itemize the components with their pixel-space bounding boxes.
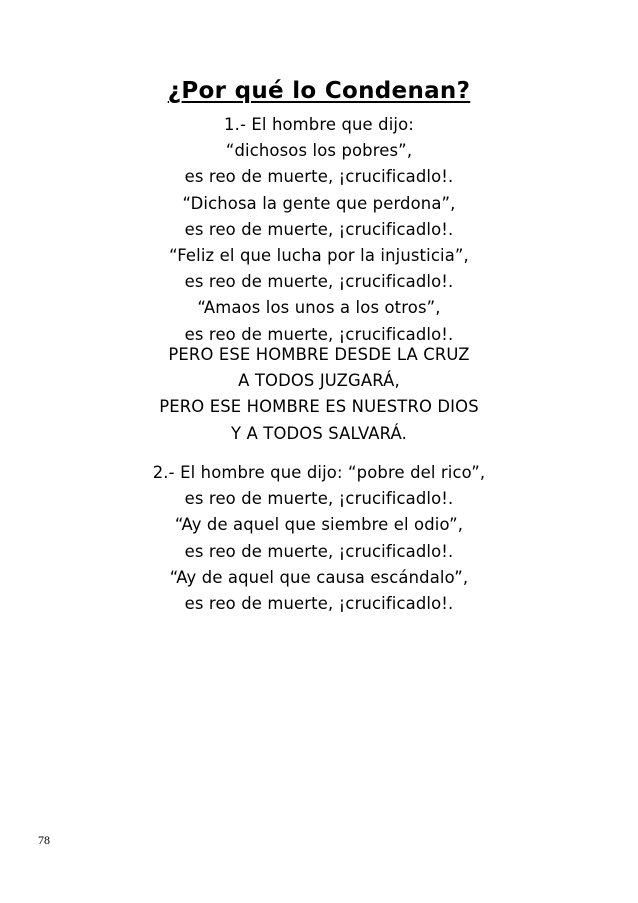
lyric-line: es reo de muerte, ¡crucificadlo!. [184, 272, 454, 292]
lyric-line: Y A TODOS SALVARÁ. [231, 423, 407, 443]
lyric-line: “Dichosa la gente que perdona”, [182, 193, 456, 213]
stanza-verse-1 [0, 112, 638, 348]
lyric-line: 1.- El hombre que dijo: [224, 115, 414, 134]
lyric-line: es reo de muerte, ¡crucificadlo!. [184, 167, 454, 187]
lyric-line: “dichosos los pobres”, [225, 141, 413, 161]
lyric-line: es reo de muerte, ¡crucificadlo!. [184, 219, 454, 239]
lyric-line: “Ay de aquel que causa escándalo”, [169, 567, 469, 587]
song-title: ¿Por qué lo Condenan? [167, 78, 471, 104]
lyric-line: “Ay de aquel que siembre el odio”, [174, 515, 464, 535]
lyric-line: PERO ESE HOMBRE DESDE LA CRUZ [168, 345, 470, 364]
lyric-line: PERO ESE HOMBRE ES NUESTRO DIOS [159, 397, 479, 417]
stanza-verse-2 [0, 460, 638, 617]
lyric-line: “Feliz el que lucha por la injusticia”, [169, 245, 469, 265]
lyric-line: es reo de muerte, ¡crucificadlo!. [184, 593, 454, 613]
lyric-line: A TODOS JUZGARÁ, [238, 371, 400, 391]
lyric-line: es reo de muerte, ¡crucificadlo!. [184, 324, 454, 344]
stanza-chorus [0, 342, 638, 447]
lyric-line: 2.- El hombre que dijo: “pobre del rico”, [152, 463, 486, 482]
lyric-line: es reo de muerte, ¡crucificadlo!. [184, 541, 454, 561]
lyric-line: es reo de muerte, ¡crucificadlo!. [184, 489, 454, 509]
page-number: 78 [38, 833, 50, 847]
lyric-line: “Amaos los unos a los otros”, [197, 298, 441, 318]
